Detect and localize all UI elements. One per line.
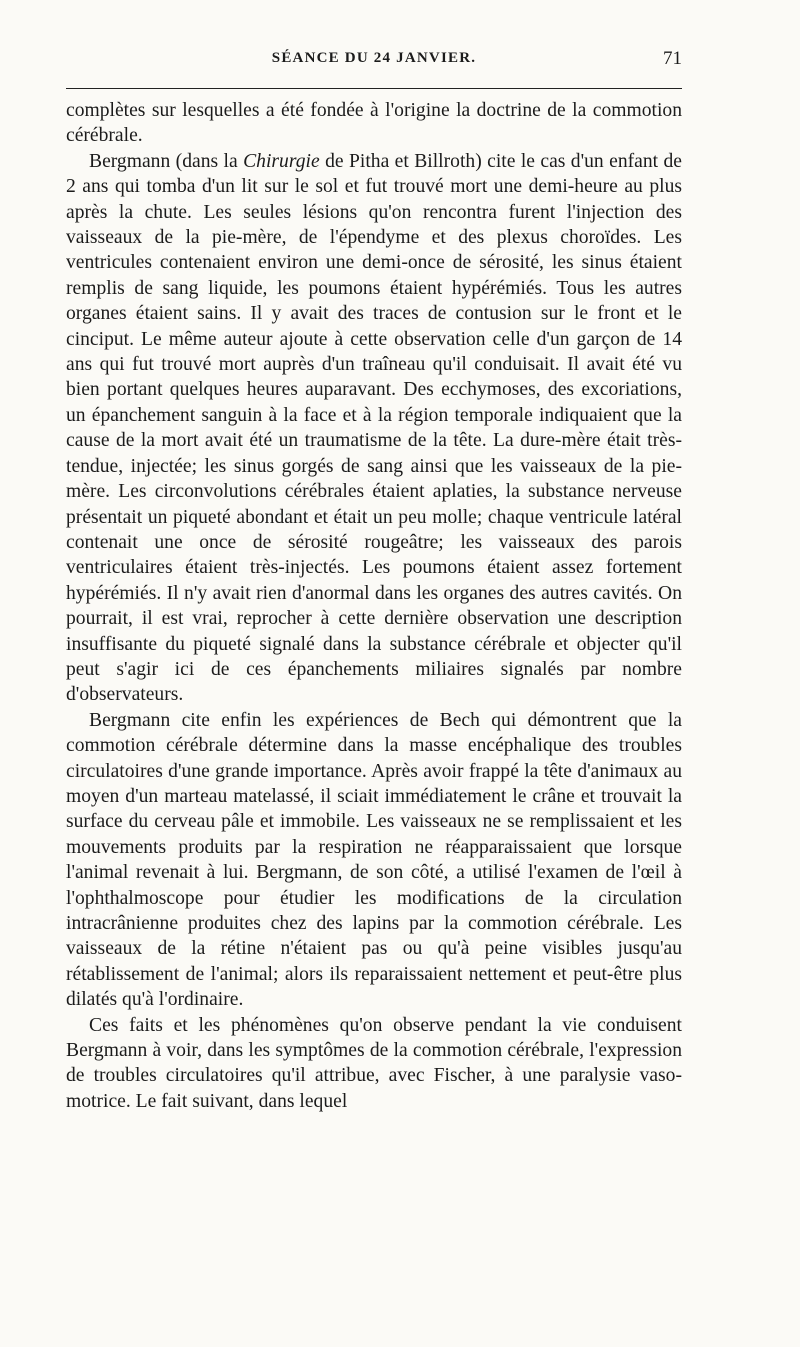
header-rule — [66, 88, 682, 89]
paragraph-continuation: complètes sur lesquelles a été fondée à l'origine la doctrine de la commotion cérébrale. — [66, 100, 682, 147]
page-header — [66, 50, 682, 80]
paragraph-text-after: de Pitha et Billroth) cite le cas d'un enfant de 2 ans qui tomba d'un lit sur le sol et fut trouvé mort une demi-heure au plus après la chute. Les seules lésions qu'on rencontra furent l'injection des vaisseaux de la pie-mère, de l'épendyme et des plexus choroïdes. Les ventricules contenaient environ une demi-once de sérosité, les sinus étaient remplis de sang liquide, les poumons étaient hypérémiés. Tous les autres organes étaient sains. Il y avait des traces de contusion sur le front et le cinciput. Le même auteur ajoute à cette observation celle d'un garçon de 14 ans qui fut trouvé mort auprès d'un traîneau qu'il conduisait. Il avait été vu bien portant quelques heures auparavant. Des ecchymoses, des excoriations, un épanchement sanguin à la face et à la région temporale indiquaient que la cause de la mort avait été un traumatisme de la tête. La dure-mère était très-tendue, injectée; les sinus gorgés de sang ainsi que les vaisseaux de la pie-mère. Les circonvolutions cérébrales étaient aplaties, la substance nerveuse présentait un piqueté abondant et était un peu molle; chaque ventricule latéral contenait une once de sérosité rougeâtre; les vaisseaux des parois ventriculaires étaient très-injectés. Les poumons étaient assez fortement hypérémiés. Il n'y avait rien d'anormal dans les organes des autres cavités. On pourrait, il est vrai, reprocher à cette dernière observation une description insuffisante du piqueté signalé dans la substance cérébrale et objecter qu'il peut s'agir ici de ces épanchements miliaires signalés par nombre d'observateurs. — [66, 150, 682, 706]
paragraph-text-before: Bergmann (dans la — [89, 150, 244, 172]
book-title-italic: Chirurgie — [243, 150, 320, 172]
body-text — [66, 98, 682, 1114]
paragraph-conclusion: Ces faits et les phénomènes qu'on observe pendant la vie conduisent Bergmann à voir, dans les symptômes de la commotion cérébrale, l'expression de troubles circulatoires qu'il attribue, avec Fischer, à une paralysie vaso-motrice. Le fait suivant, dans lequel — [66, 1014, 682, 1112]
paragraph-bech-experiments: Bergmann cite enfin les expériences de Bech qui démontrent que la commotion cérébrale détermine dans la masse encéphalique des troubles circulatoires d'une grande importance. Après avoir frappé la tête d'animaux au moyen d'un marteau matelassé, il sciait immédiatement le crâne et trouvait la surface du cerveau pâle et immobile. Les vaisseaux ne se remplissaient et les mouvements produits par la respiration ne réapparaissaient que lorsque l'animal revenait à lui. Bergmann, de son côté, a utilisé l'examen de l'œil à l'ophthalmoscope pour étudier les modifications de la circulation intracrânienne produites chez des lapins par la commotion cérébrale. Les vaisseaux de la rétine n'étaient pas ou qu'à peine visibles jusqu'au rétablissement de l'animal; alors ils reparaissaient nettement et peut-être plus dilatés qu'à l'ordinaire. — [66, 709, 682, 1011]
running-head: SÉANCE DU 24 JANVIER. — [271, 50, 477, 66]
page-number: 71 — [663, 48, 682, 69]
paragraph-bergmann-cases — [66, 149, 682, 708]
